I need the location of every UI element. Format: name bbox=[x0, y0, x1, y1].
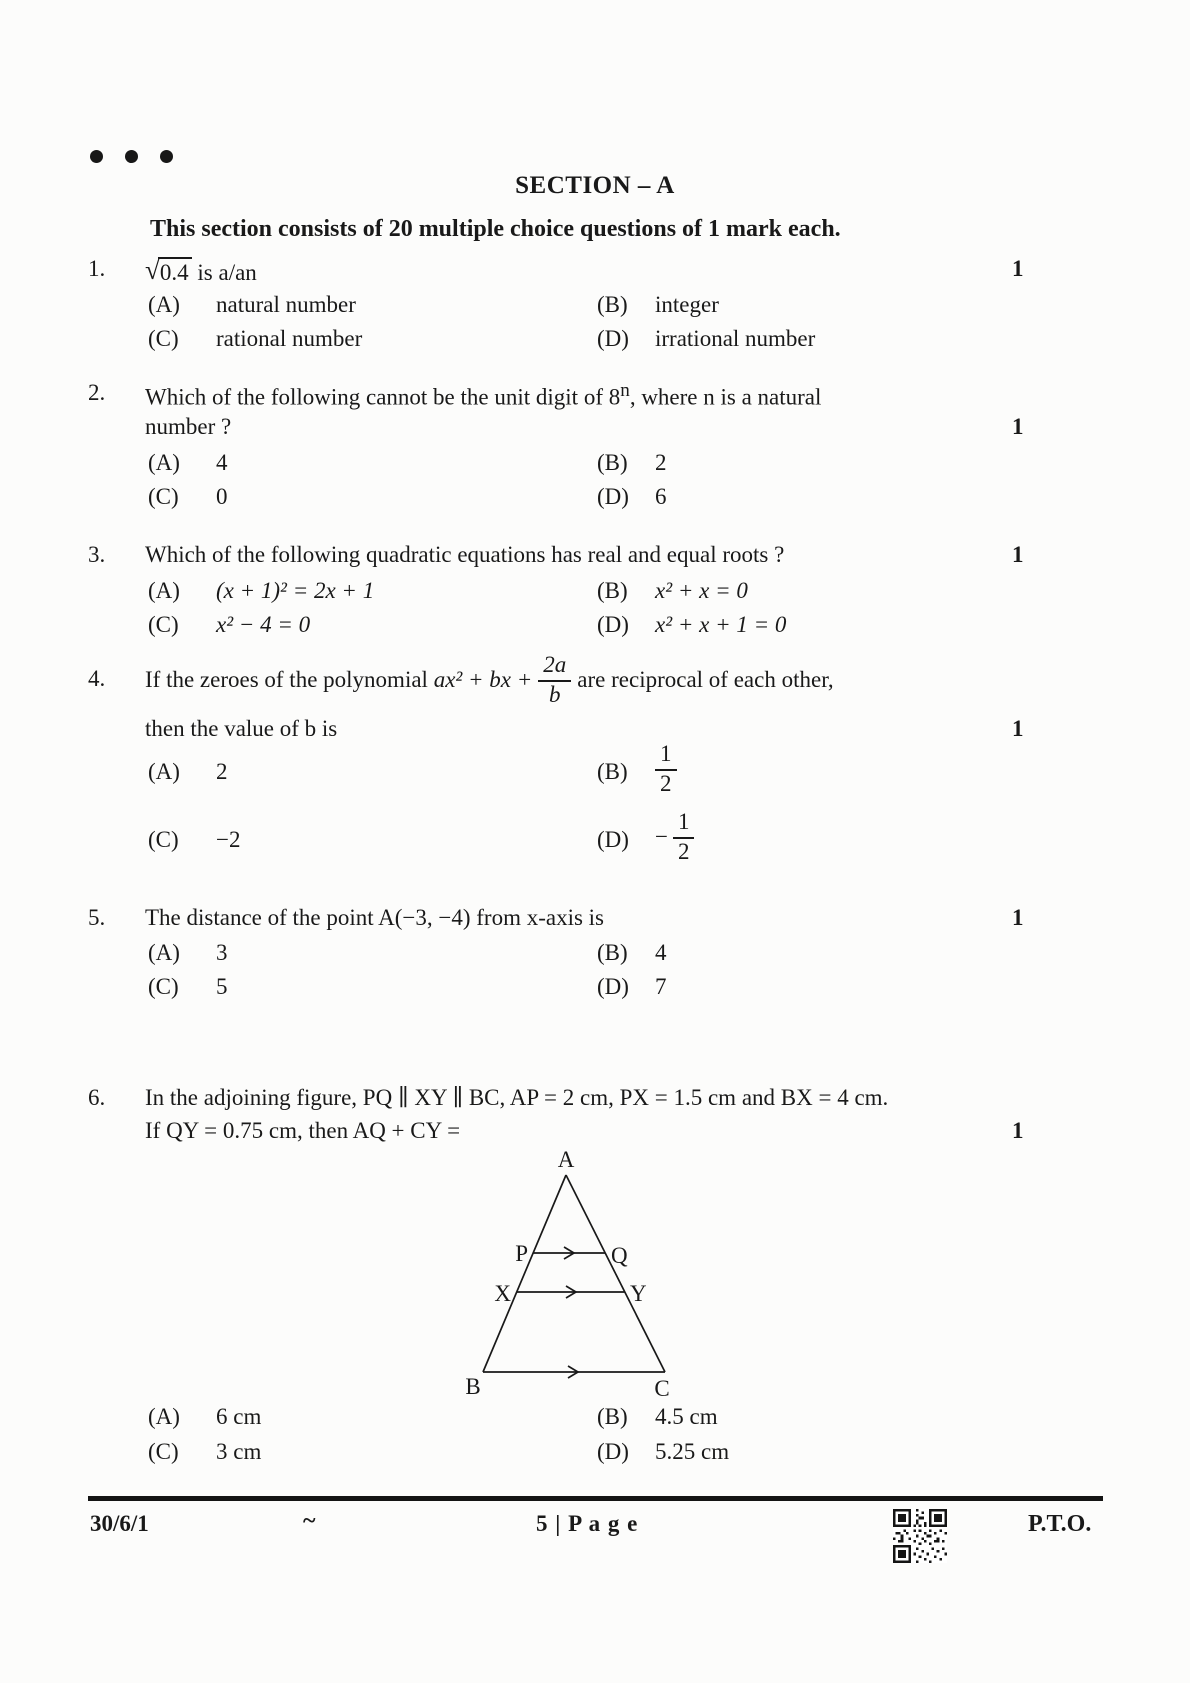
footer-rule bbox=[88, 1496, 1103, 1501]
marks-value: 1 bbox=[1012, 414, 1024, 439]
option-row bbox=[0, 1439, 1190, 1471]
vertex-label-y: Y bbox=[630, 1281, 647, 1306]
option-row bbox=[0, 326, 1190, 358]
option-text: 6 cm bbox=[216, 1404, 262, 1429]
fraction-denominator: 2 bbox=[660, 770, 672, 796]
paper-code: 30/6/1 bbox=[90, 1511, 149, 1536]
vertex-label-p: P bbox=[515, 1241, 528, 1266]
question-number: 1. bbox=[88, 256, 106, 281]
option-text: x² + x = 0 bbox=[655, 578, 748, 603]
page-marker-dots bbox=[90, 143, 195, 169]
option-text: 7 bbox=[655, 974, 667, 999]
option-text: 2 bbox=[655, 450, 667, 475]
sqrt-radicand: 0.4 bbox=[158, 257, 192, 285]
option-text: 4 bbox=[216, 450, 228, 475]
option-label: (B) bbox=[597, 578, 628, 603]
option-label: (D) bbox=[597, 612, 629, 637]
question-text: Which of the following quadratic equations has real and equal roots ? bbox=[145, 542, 785, 567]
option-row bbox=[0, 292, 1190, 324]
option-text: x² + x + 1 = 0 bbox=[655, 612, 787, 637]
option-row bbox=[0, 940, 1190, 972]
section-title: SECTION – A bbox=[515, 172, 675, 199]
fraction bbox=[655, 742, 677, 797]
option-text: integer bbox=[655, 292, 719, 317]
pto-label: P.T.O. bbox=[1028, 1511, 1092, 1537]
question-text: In the adjoining figure, PQ ∥ XY ∥ BC, AP = 2 cm, PX = 1.5 cm and BX = 4 cm. bbox=[145, 1085, 889, 1110]
vertex-label-x: X bbox=[494, 1281, 511, 1306]
section-intro: This section consists of 20 multiple choice questions of 1 mark each. bbox=[150, 216, 841, 242]
dot-icon bbox=[125, 150, 138, 163]
option-text: 5.25 cm bbox=[655, 1439, 730, 1464]
option-label: (B) bbox=[597, 292, 628, 317]
option-text: 3 bbox=[216, 940, 228, 965]
option-text: rational number bbox=[216, 326, 363, 351]
qr-code bbox=[893, 1509, 947, 1563]
option-text: (x + 1)² = 2x + 1 bbox=[216, 578, 375, 603]
side-ab bbox=[483, 1175, 566, 1372]
fraction-numerator: 1 bbox=[673, 810, 695, 839]
question-text bbox=[145, 645, 834, 715]
option-label: (D) bbox=[597, 974, 629, 999]
fraction-numerator: 2a bbox=[538, 653, 571, 682]
option-text: 4 bbox=[655, 940, 667, 965]
fraction-numerator: 1 bbox=[655, 742, 677, 771]
question-number: 4. bbox=[88, 666, 106, 691]
option-label: (A) bbox=[148, 450, 180, 475]
fraction-denominator: 2 bbox=[677, 838, 690, 864]
option-text: −2 bbox=[216, 827, 241, 852]
question-math: ax² + bx + bbox=[433, 667, 533, 692]
question-text bbox=[145, 256, 257, 287]
side-ac bbox=[566, 1175, 665, 1372]
option-label: (D) bbox=[597, 827, 629, 852]
vertex-label-a: A bbox=[557, 1147, 575, 1172]
question-text-part: are reciprocal of each other, bbox=[577, 667, 834, 692]
vertex-label-q: Q bbox=[611, 1243, 628, 1268]
superscript: n bbox=[620, 380, 630, 401]
page-number: 5 | P a g e bbox=[536, 1511, 639, 1536]
marks-value: 1 bbox=[1012, 716, 1024, 741]
option-label: (A) bbox=[148, 759, 180, 784]
option-label: (B) bbox=[597, 450, 628, 475]
tilde-mark: ~ bbox=[303, 1508, 316, 1534]
option-text: irrational number bbox=[655, 326, 816, 351]
option-label: (A) bbox=[148, 1404, 180, 1429]
option-row bbox=[0, 974, 1190, 1006]
vertex-label-b: B bbox=[465, 1374, 481, 1399]
option-label: (A) bbox=[148, 940, 180, 965]
option-label: (A) bbox=[148, 578, 180, 603]
minus-sign: − bbox=[655, 824, 668, 850]
question-number: 6. bbox=[88, 1085, 106, 1110]
option-label: (B) bbox=[597, 759, 628, 784]
question-text: number ? bbox=[145, 414, 232, 439]
option-label: (C) bbox=[148, 827, 179, 852]
option-label: (D) bbox=[597, 326, 629, 351]
question-text: If QY = 0.75 cm, then AQ + CY = bbox=[145, 1118, 461, 1143]
marks-value: 1 bbox=[1012, 1118, 1024, 1143]
option-text: 2 bbox=[216, 759, 228, 784]
marks-value: 1 bbox=[1012, 542, 1024, 567]
option-row bbox=[0, 450, 1190, 482]
option-label: (D) bbox=[597, 484, 629, 509]
question-text: then the value of b is bbox=[145, 716, 338, 741]
dot-icon bbox=[160, 150, 173, 163]
option-label: (C) bbox=[148, 612, 179, 637]
option-text: 4.5 cm bbox=[655, 1404, 718, 1429]
dot-icon bbox=[90, 150, 103, 163]
option-label: (C) bbox=[148, 326, 179, 351]
option-label: (B) bbox=[597, 940, 628, 965]
marks-value: 1 bbox=[1012, 256, 1024, 281]
fraction-denominator: b bbox=[549, 681, 561, 707]
option-text: 0 bbox=[216, 484, 228, 509]
option-label: (C) bbox=[148, 974, 179, 999]
option-text: 3 cm bbox=[216, 1439, 262, 1464]
option-text: 5 bbox=[216, 974, 228, 999]
question-number: 5. bbox=[88, 905, 106, 930]
question-text: The distance of the point A(−3, −4) from x-axis is bbox=[145, 905, 605, 930]
option-label: (B) bbox=[597, 1404, 628, 1429]
sqrt-symbol: √ bbox=[145, 255, 160, 285]
question-text-part: Which of the following cannot be the unit digit of 8 bbox=[145, 384, 621, 410]
option-row bbox=[0, 612, 1190, 644]
fraction bbox=[538, 653, 571, 708]
question-text-tail: is a/an bbox=[191, 260, 257, 285]
option-text: x² − 4 = 0 bbox=[216, 612, 311, 637]
marks-value: 1 bbox=[1012, 905, 1024, 930]
vertex-label-c: C bbox=[654, 1376, 670, 1400]
option-row bbox=[0, 740, 1190, 806]
question-number: 3. bbox=[88, 542, 106, 567]
option-row bbox=[0, 578, 1190, 610]
option-fraction bbox=[655, 742, 677, 797]
question-number: 2. bbox=[88, 380, 106, 405]
option-row bbox=[0, 808, 1190, 874]
option-text: natural number bbox=[216, 292, 356, 317]
fraction bbox=[673, 810, 695, 865]
option-label: (C) bbox=[148, 1439, 179, 1464]
option-row bbox=[0, 1404, 1190, 1436]
option-text: 6 bbox=[655, 484, 667, 509]
question-text bbox=[145, 380, 821, 411]
question-text-part: , where n is a natural bbox=[629, 384, 822, 410]
triangle-figure bbox=[420, 1140, 700, 1400]
option-label: (C) bbox=[148, 484, 179, 509]
option-label: (A) bbox=[148, 292, 180, 317]
option-fraction bbox=[655, 810, 694, 865]
option-row bbox=[0, 484, 1190, 516]
option-label: (D) bbox=[597, 1439, 629, 1464]
question-text-part: If the zeroes of the polynomial bbox=[145, 667, 434, 692]
